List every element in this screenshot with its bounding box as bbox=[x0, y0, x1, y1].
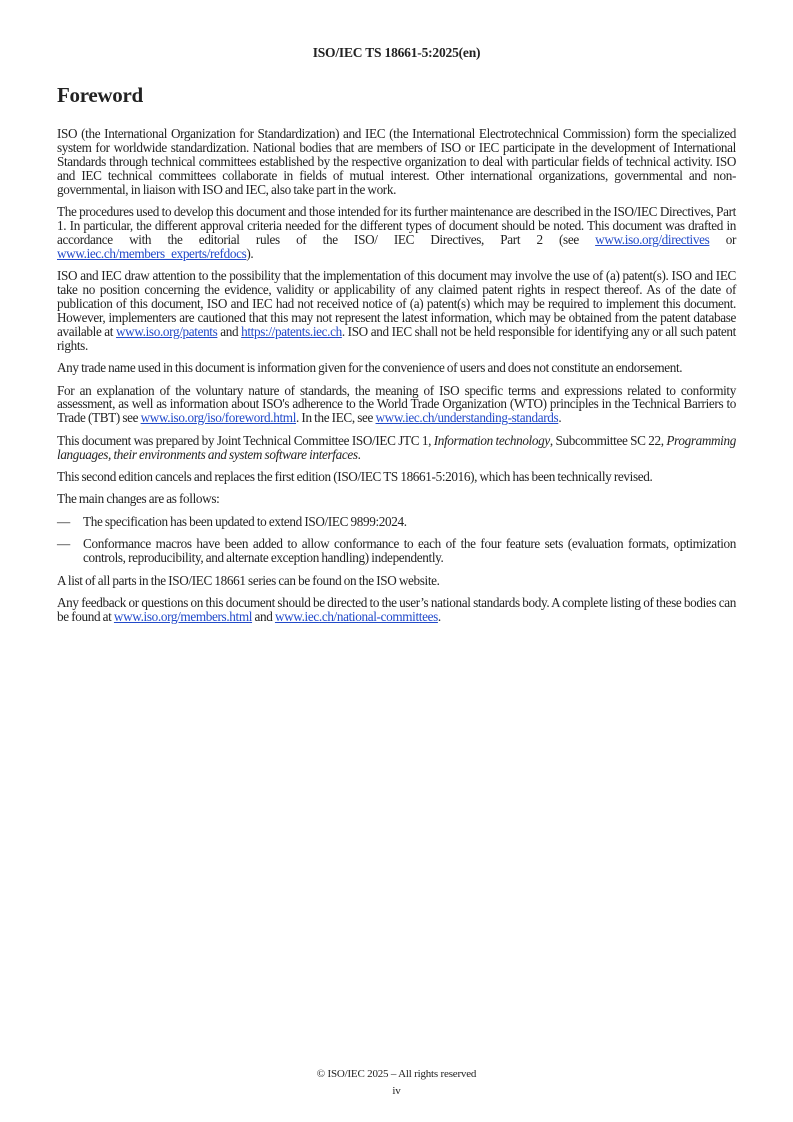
document-header-id: ISO/IEC TS 18661-5:2025(en) bbox=[312, 45, 481, 60]
page-number: iv bbox=[392, 1085, 401, 1097]
link-iec-national-committees[interactable]: www.iec.ch/national-committees bbox=[274, 608, 438, 624]
foreword-body bbox=[57, 127, 736, 632]
text: or bbox=[709, 231, 736, 247]
paragraph-edition: This second edition cancels and replaces the first edition (ISO/IEC TS 18661-5:2016), which has been technically revised. bbox=[57, 469, 653, 485]
italic-text: Programming languages, their environments and system software interfaces bbox=[57, 432, 736, 462]
link-iso-members[interactable]: www.iso.org/members.html bbox=[113, 608, 253, 624]
link-iec-understanding-standards[interactable]: www.iec.ch/understanding-standards bbox=[375, 410, 559, 426]
text: and bbox=[252, 608, 275, 624]
paragraph-main-changes-intro: The main changes are as follows: bbox=[57, 491, 220, 507]
text: For an explanation of the voluntary nature of standards, the meaning of ISO specific terms and expressions related to conformity assessment, as well as information about ISO's adherence to the World Trade Organization (WTO) principles in the Technical Barriers to Trade (TBT) see bbox=[57, 382, 736, 426]
paragraph-voluntary-nature bbox=[57, 384, 736, 426]
link-iso-patents[interactable]: www.iso.org/patents bbox=[116, 323, 218, 339]
text: and bbox=[217, 323, 242, 339]
link-iec-refdocs[interactable]: www.iec.ch/members_experts/refdocs bbox=[57, 245, 247, 261]
text: . ISO and IEC shall not be held responsible for identifying any or all such patent rights. bbox=[57, 323, 736, 353]
list-item bbox=[57, 515, 736, 529]
copyright-notice: © ISO/IEC 2025 – All rights reserved bbox=[316, 1068, 477, 1080]
text: . bbox=[558, 410, 562, 426]
text: , Subcommittee SC 22, bbox=[549, 432, 667, 448]
text: The procedures used to develop this document and those intended for its further maintenance are described in the ISO/IEC Directives, Part 1. In particular, the different approval criteria needed for the different types of document should be noted. This document was drafted in accordance with the editorial rules of the ISO/ IEC Directives, Part 2 (see bbox=[57, 204, 736, 247]
italic-text: Information technology bbox=[433, 432, 550, 448]
text: This document was prepared by Joint Technical Committee ISO/IEC JTC 1, bbox=[57, 432, 434, 448]
link-iso-foreword[interactable]: www.iso.org/iso/foreword.html bbox=[140, 410, 297, 426]
list-item-text: Conformance macros have been added to allow conformance to each of the four feature sets (evaluation formats, optimization controls, reproducibility, and alternate exception handling) independently. bbox=[83, 536, 736, 566]
paragraph-feedback bbox=[57, 596, 736, 624]
text: ISO and IEC draw attention to the possibility that the implementation of this document may involve the use of (a) patent(s). ISO and IEC take no position concerning the evidence, validity or applicability of any claimed patent rights in respect thereof. As of the date of publication of this document, ISO and IEC had not received notice of (a) patent(s) which may be required to implement this document. However, implementers are cautioned that this may not represent the latest information, which may be obtained from the patent database available at bbox=[57, 268, 736, 339]
page-footer bbox=[0, 1066, 793, 1100]
link-iso-directives[interactable]: www.iso.org/directives bbox=[595, 231, 710, 247]
changes-list bbox=[57, 515, 736, 565]
text: Any feedback or questions on this document should be directed to the user’s national standards body. A complete listing of these bodies can be found at bbox=[57, 594, 736, 624]
dash-bullet: — bbox=[57, 536, 70, 552]
page-title: Foreword bbox=[57, 83, 143, 107]
dash-bullet: — bbox=[57, 513, 70, 529]
paragraph-trade-name: Any trade name used in this document is information given for the convenience of users and does not constitute an endorsement. bbox=[57, 360, 683, 376]
paragraph-iso-iec-intro: ISO (the International Organization for Standardization) and IEC (the International Electrotechnical Commission) form the specialized system for worldwide standardization. National bodies that are members of ISO or IEC participate in the development of International Standards through technical committees established by the respective organization to deal with particular fields of technical activity. ISO and IEC technical committees collaborate in fields of mutual interest. Other international organizations, governmental and non-governmental, in liaison with ISO and IEC, also take part in the work. bbox=[57, 126, 736, 197]
link-iec-patents[interactable]: https://patents.iec.ch bbox=[241, 323, 342, 339]
paragraph-patents bbox=[57, 269, 736, 352]
text: . bbox=[437, 608, 441, 624]
paragraph-series-list: A list of all parts in the ISO/IEC 18661 series can be found on the ISO website. bbox=[57, 572, 440, 588]
text: . In the IEC, see bbox=[296, 410, 376, 426]
text: ). bbox=[246, 245, 254, 261]
list-item bbox=[57, 537, 736, 565]
text: . bbox=[357, 446, 361, 462]
list-item-text: The specification has been updated to extend ISO/IEC 9899:2024. bbox=[83, 513, 407, 529]
paragraph-prepared-by bbox=[57, 434, 736, 462]
paragraph-procedures bbox=[57, 205, 736, 261]
